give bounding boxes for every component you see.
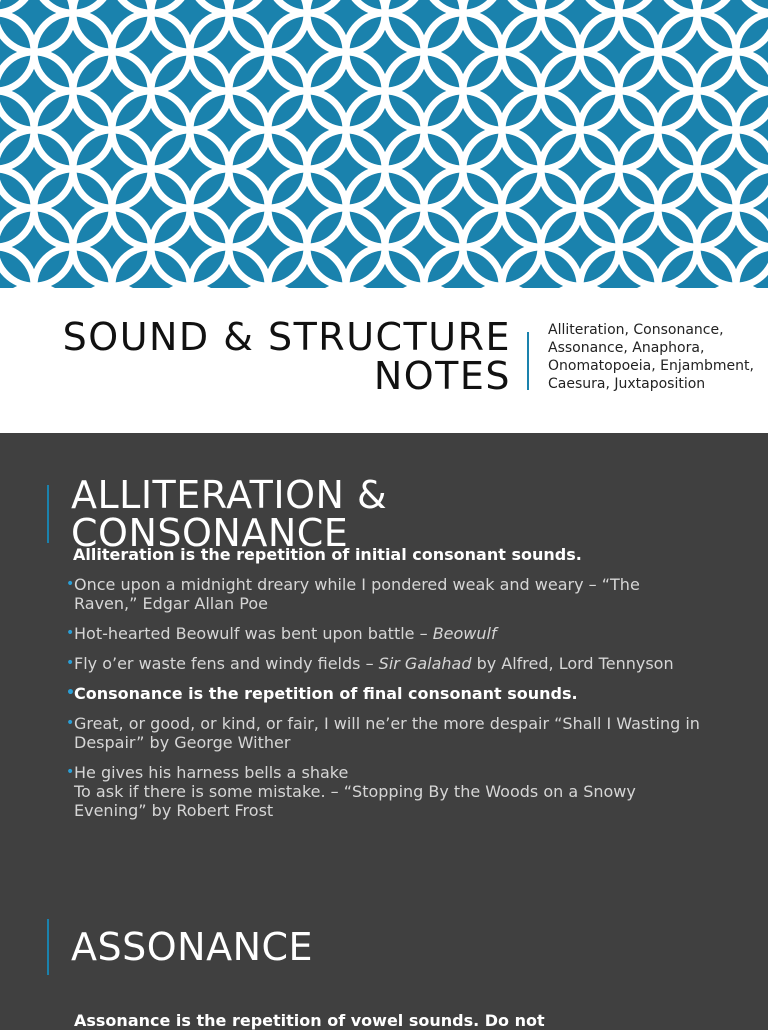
list-item [66,714,706,752]
bullet-dot-icon: • [66,655,75,671]
example-text: Fly o’er waste fens and windy fields – [74,654,379,673]
bullet-list [66,545,706,831]
slide-title: SOUND & STRUCTURE NOTES [62,315,511,398]
list-item [66,654,706,673]
bullet-dot-icon: • [66,685,75,701]
slide-subtitle: Alliteration, Consonance, Assonance, Anaphora, Onomatopoeia, Enjambment, Caesura, Juxtaposition [548,322,754,392]
example-author: by Alfred, Lord Tennyson [471,654,674,673]
alliteration-definition [66,545,706,564]
section-title-assonance: ASSONANCE [71,925,314,969]
list-item [66,624,706,643]
example-text: He gives his harness bells a shake [74,763,349,782]
content-slides [0,433,768,1030]
example-text: Great, or good, or kind, or fair, I will ne’er the more despair “Shall I Wasting in Despair” by George Wither [74,714,700,752]
consonance-definition: Consonance is the repetition of final consonant sounds. [74,684,578,703]
example-source: Beowulf [432,624,497,643]
section-accent-bar [47,919,49,975]
list-item [66,763,706,820]
bullet-dot-icon: • [66,576,75,592]
list-item [66,575,706,613]
bullet-dot-icon: • [66,764,75,780]
title-divider [527,332,529,390]
section-title-alliteration: ALLITERATION & CONSONANCE [71,473,388,555]
bullet-dot-icon: • [66,625,75,641]
decorative-pattern-banner [0,0,768,288]
bullet-dot-icon: • [66,715,75,731]
example-text: To ask if there is some mistake. – “Stopping By the Woods on a Snowy Evening” by Robert Frost [74,782,636,820]
example-source: Sir Galahad [378,654,472,673]
title-slide [0,288,768,433]
list-item [66,684,706,703]
example-text: Once upon a midnight dreary while I pondered weak and weary – “The Raven,” Edgar Allan Poe [74,575,640,613]
section-accent-bar [47,485,49,543]
assonance-definition: Assonance is the repetition of vowel sounds. Do not [74,1011,545,1030]
example-text: Hot-hearted Beowulf was bent upon battle – [74,624,433,643]
definition-text: Alliteration is the repetition of initial consonant sounds. [73,545,582,564]
